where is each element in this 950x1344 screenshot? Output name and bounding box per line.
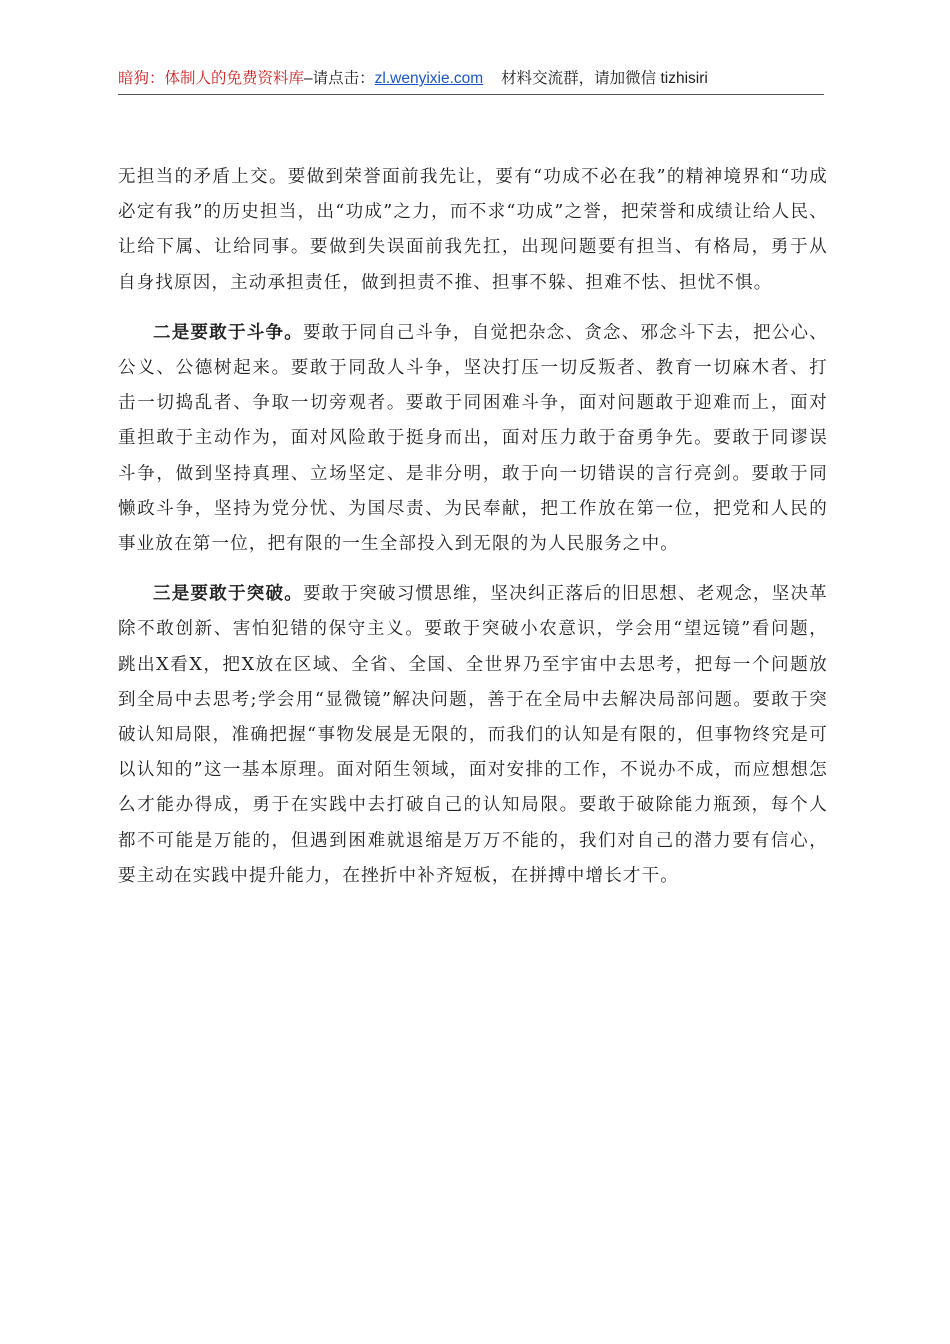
paragraph-lead: 三是要敢于突破。 xyxy=(153,584,304,605)
paragraph-text: 无担当的矛盾上交。要做到荣誉面前我先让，要有“功成不必在我”的精神境界和“功成必定有我”的历史担当，出“功成”之力，而不求“功成”之誉，把荣誉和成绩让给人民、让给下属、让给同事。要做到失误面前我先扛，出现问题要有担当、有格局，勇于从自身找原因，主动承担责任，做到担责不推、担事不躲、担难不怯、担忧不惧。 xyxy=(118,167,828,293)
paragraph-text: 要敢于同自己斗争，自觉把杂念、贪念、邪念斗下去，把公心、公义、公德树起来。要敢于同敌人斗争，坚决打压一切反叛者、教育一切麻木者、打击一切捣乱者、争取一切旁观者。要敢于同困难斗争，面对问题敢于迎难而上，面对重担敢于主动作为，面对风险敢于挺身而出，面对压力敢于奋勇争先。要敢于同谬误斗争，做到坚持真理、立场坚定、是非分明，敢于向一切错误的言行亮剑。要敢于同懒政斗争，坚持为党分忧、为国尽责、为民奉献，把工作放在第一位，把党和人民的事业放在第一位，把有限的一生全部投入到无限的为人民服务之中。 xyxy=(118,322,828,555)
paragraph-struggle xyxy=(118,316,828,562)
paragraph-text: 要敢于突破习惯思维，坚决纠正落后的旧思想、老观念，坚决革除不敢创新、害怕犯错的保守主义。要敢于突破小农意识，学会用“望远镜”看问题，跳出X看X，把X放在区域、全省、全国、全世界乃至宇宙中去思考，把每一个问题放到全局中去思考;学会用“显微镜”解决问题，善于在全局中去解决局部问题。要敢于突破认知局限，准确把握“事物发展是无限的，而我们的认知是有限的，但事物终究是可以认知的”这一基本原理。面对陌生领域，面对安排的工作，不说办不成，而应想想怎么才能办得成，勇于在实践中去打破自己的认知局限。要敢于破除能力瓶颈，每个人都不可能是万能的，但遇到困难就退缩是万万不能的，我们对自己的潜力要有信心，要主动在实践中提升能力，在挫折中补齐短板，在拼搏中增长才干。 xyxy=(118,584,828,886)
paragraph-lead: 二是要敢于斗争。 xyxy=(153,322,304,343)
page-header xyxy=(118,68,824,90)
header-divider xyxy=(118,94,824,95)
header-link[interactable]: zl.wenyixie.com xyxy=(374,70,484,87)
paragraph-breakthrough xyxy=(118,577,828,894)
header-note: 材料交流群，请加微信 tizhisiri xyxy=(501,70,708,87)
header-brand: 暗狗：体制人的免费资料库 xyxy=(118,70,305,87)
paragraph-continuation xyxy=(118,160,828,301)
header-prompt: –请点击： xyxy=(304,70,375,87)
document-body xyxy=(118,160,828,909)
